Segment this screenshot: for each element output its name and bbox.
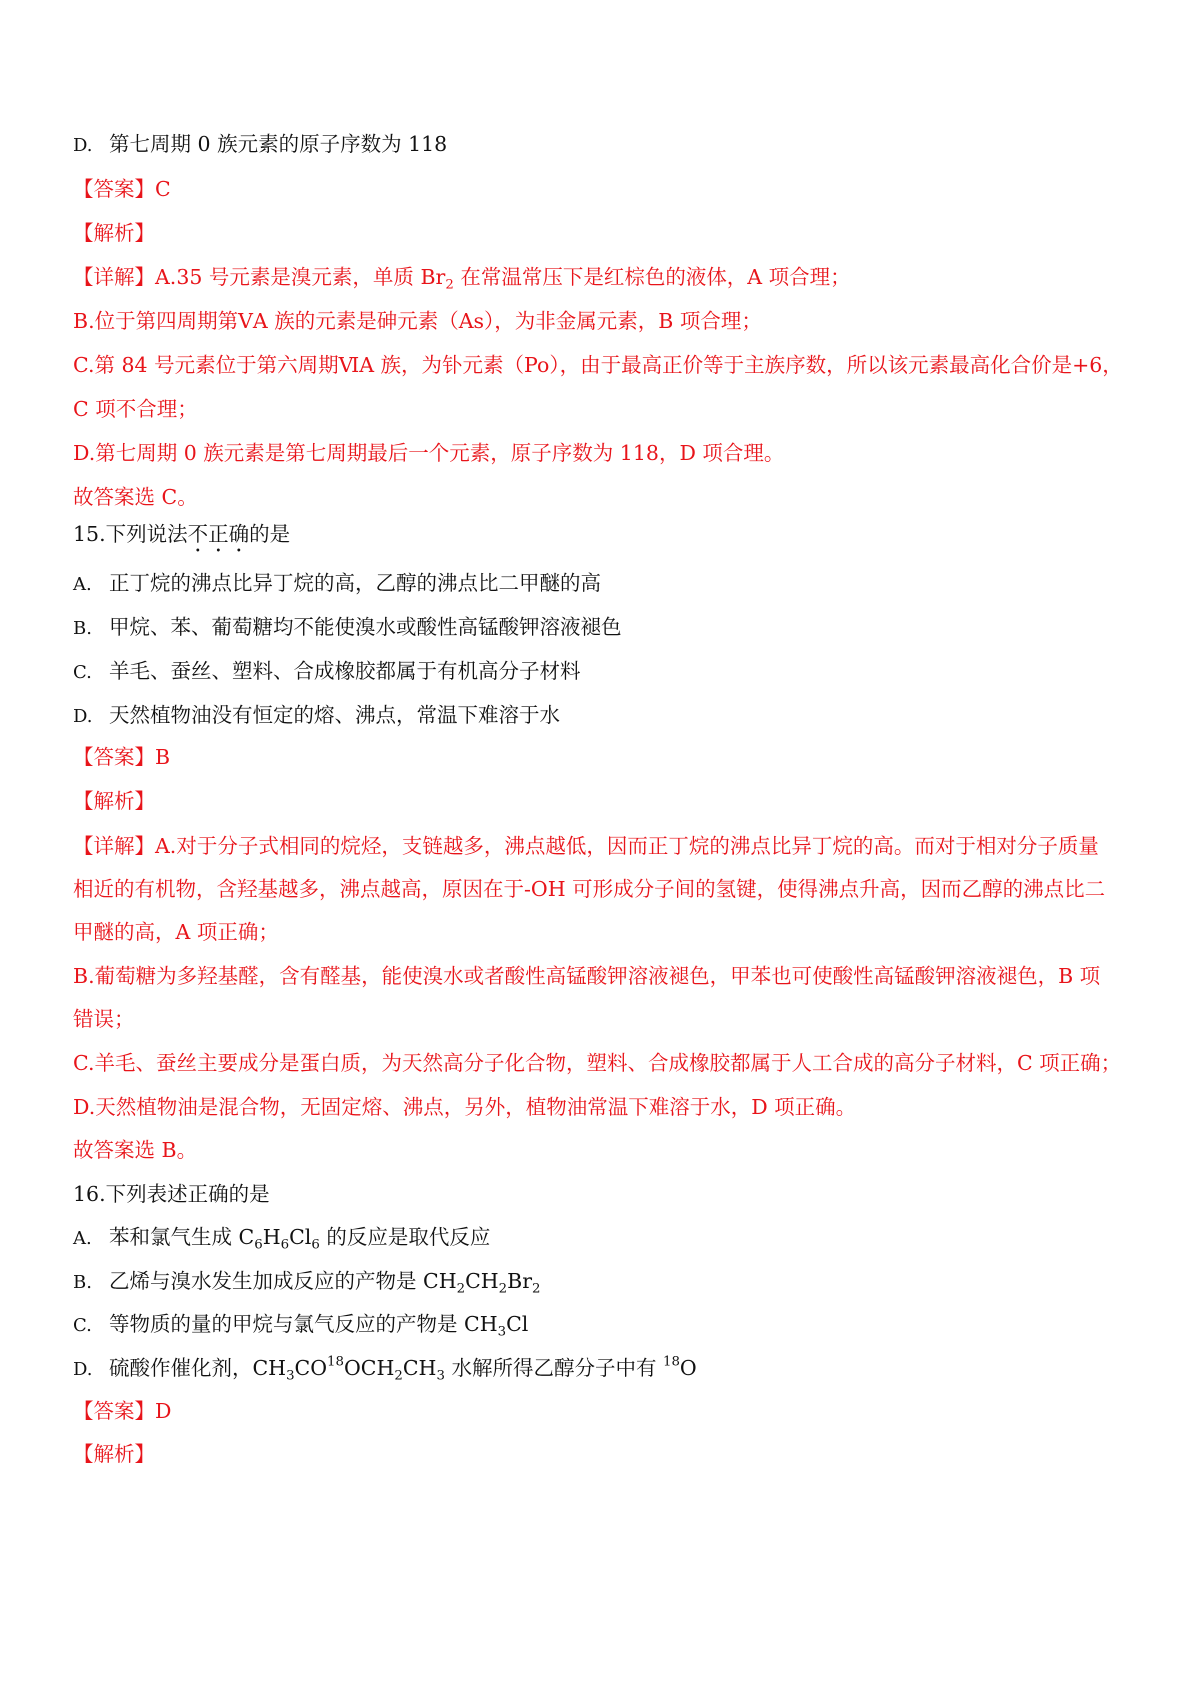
subscript: 6 bbox=[280, 1237, 290, 1253]
option-text: 天然植物油没有恒定的熔、沸点，常温下难溶于水 bbox=[109, 703, 560, 727]
emphasized-text: 不正确 bbox=[187, 522, 250, 546]
text-run: H bbox=[262, 1225, 281, 1249]
text-run: 【详解】A.35 号元素是溴元素，单质 Br bbox=[73, 265, 446, 289]
text-run: O bbox=[679, 1356, 697, 1380]
text-run: 的是 bbox=[249, 522, 291, 546]
text-run: CO bbox=[294, 1356, 328, 1380]
option-label: C. bbox=[73, 662, 92, 683]
text-run: CH bbox=[402, 1356, 437, 1380]
q16-analysis-title: 【解析】 bbox=[73, 1442, 155, 1466]
q15-analysis-title: 【解析】 bbox=[73, 789, 155, 813]
q14-detail-c: C.第 84 号元素位于第六周期ⅥA 族，为钋元素（Po），由于最高正价等于主族序数，所以该元素最高化合价是+6， bbox=[73, 353, 1123, 377]
text-run: Cl bbox=[506, 1312, 529, 1336]
q15-conclusion: 故答案选 B。 bbox=[73, 1138, 198, 1162]
text-run: Cl bbox=[289, 1225, 312, 1249]
q15-detail-a-cont: 甲醚的高，A 项正确； bbox=[73, 920, 279, 944]
option-text: 第七周期 0 族元素的原子序数为 118 bbox=[109, 132, 448, 156]
text-run: OCH bbox=[344, 1356, 395, 1380]
q16-option-a bbox=[73, 1223, 490, 1253]
subscript: 6 bbox=[311, 1237, 320, 1253]
option-label: B. bbox=[73, 618, 92, 639]
text-run: Br bbox=[507, 1269, 533, 1293]
option-text: 羊毛、蚕丝、塑料、合成橡胶都属于有机高分子材料 bbox=[109, 659, 581, 683]
option-label: A. bbox=[73, 574, 92, 595]
text-run: 的反应是取代反应 bbox=[319, 1225, 491, 1249]
subscript: 2 bbox=[394, 1368, 403, 1384]
subscript: 2 bbox=[445, 277, 454, 293]
q16-answer: 【答案】D bbox=[73, 1399, 172, 1423]
subscript: 2 bbox=[498, 1281, 508, 1297]
subscript: 3 bbox=[497, 1324, 507, 1340]
subscript: 2 bbox=[532, 1281, 541, 1297]
text-run: 乙烯与溴水发生加成反应的产物是 CH bbox=[109, 1269, 457, 1293]
q15-detail-a-cont: 相近的有机物，含羟基越多，沸点越高，原因在于-OH 可形成分子间的氢键，使得沸点升高，因而乙醇的沸点比二 bbox=[73, 877, 1106, 901]
subscript: 3 bbox=[286, 1368, 295, 1384]
q15-detail-d: D.天然植物油是混合物，无固定熔、沸点，另外，植物油常温下难溶于水，D 项正确。 bbox=[73, 1095, 857, 1119]
q14-detail-b: B.位于第四周期第ⅤA 族的元素是砷元素（As），为非金属元素，B 项合理； bbox=[73, 309, 762, 333]
q15-detail-a: 【详解】A.对于分子式相同的烷烃，支链越多，沸点越低，因而正丁烷的沸点比异丁烷的高。而对于相对分子质量 bbox=[73, 834, 1099, 858]
q14-detail-c-cont: C 项不合理； bbox=[73, 397, 198, 421]
subscript: 2 bbox=[456, 1281, 466, 1297]
q15-detail-c: C.羊毛、蚕丝主要成分是蛋白质，为天然高分子化合物，塑料、合成橡胶都属于人工合成的高分子材料，C 项正确； bbox=[73, 1051, 1122, 1075]
option-label: B. bbox=[73, 1272, 92, 1293]
q15-option-b bbox=[73, 613, 622, 643]
superscript: 18 bbox=[662, 1354, 680, 1370]
q15-detail-b: B.葡萄糖为多羟基醛，含有醛基，能使溴水或者酸性高锰酸钾溶液褪色，甲苯也可使酸性高锰酸钾溶液褪色，B 项 bbox=[73, 964, 1101, 988]
q16-stem: 16.下列表述正确的是 bbox=[73, 1182, 270, 1206]
q14-analysis-title: 【解析】 bbox=[73, 221, 155, 245]
q14-detail-d: D.第七周期 0 族元素是第七周期最后一个元素，原子序数为 118，D 项合理。 bbox=[73, 441, 785, 465]
q15-option-c bbox=[73, 657, 581, 687]
q14-detail-a bbox=[73, 263, 851, 291]
text-run: 等物质的量的甲烷与氯气反应的产物是 CH bbox=[109, 1312, 498, 1336]
q15-option-d bbox=[73, 701, 560, 731]
q15-answer: 【答案】B bbox=[73, 745, 171, 769]
q16-option-d bbox=[73, 1354, 697, 1384]
q15-option-a bbox=[73, 569, 601, 599]
q14-conclusion: 故答案选 C。 bbox=[73, 485, 198, 509]
option-label: C. bbox=[73, 1315, 92, 1336]
q15-stem bbox=[73, 520, 290, 557]
subscript: 6 bbox=[254, 1237, 263, 1253]
option-text: 甲烷、苯、葡萄糖均不能使溴水或酸性高锰酸钾溶液褪色 bbox=[109, 615, 622, 639]
option-label: D. bbox=[73, 1359, 93, 1380]
text-run: 15.下列说法 bbox=[73, 522, 188, 546]
text-run: 硫酸作催化剂，CH bbox=[109, 1356, 287, 1380]
option-label: D. bbox=[73, 135, 93, 156]
text-run: 在常温常压下是红棕色的液体，A 项合理； bbox=[453, 265, 851, 289]
superscript: 18 bbox=[327, 1354, 344, 1370]
q16-option-c bbox=[73, 1310, 528, 1340]
option-label: A. bbox=[73, 1228, 92, 1249]
subscript: 3 bbox=[436, 1368, 445, 1384]
option-text: 正丁烷的沸点比异丁烷的高，乙醇的沸点比二甲醚的高 bbox=[109, 571, 601, 595]
q14-answer: 【答案】C bbox=[73, 177, 171, 201]
q15-detail-b-cont: 错误； bbox=[73, 1007, 135, 1031]
text-run: CH bbox=[465, 1269, 499, 1293]
option-label: D. bbox=[73, 706, 93, 727]
text-run: 苯和氯气生成 C bbox=[109, 1225, 255, 1249]
q14-option-d bbox=[73, 130, 447, 160]
text-run: 水解所得乙醇分子中有 bbox=[444, 1356, 663, 1380]
q16-option-b bbox=[73, 1267, 541, 1297]
